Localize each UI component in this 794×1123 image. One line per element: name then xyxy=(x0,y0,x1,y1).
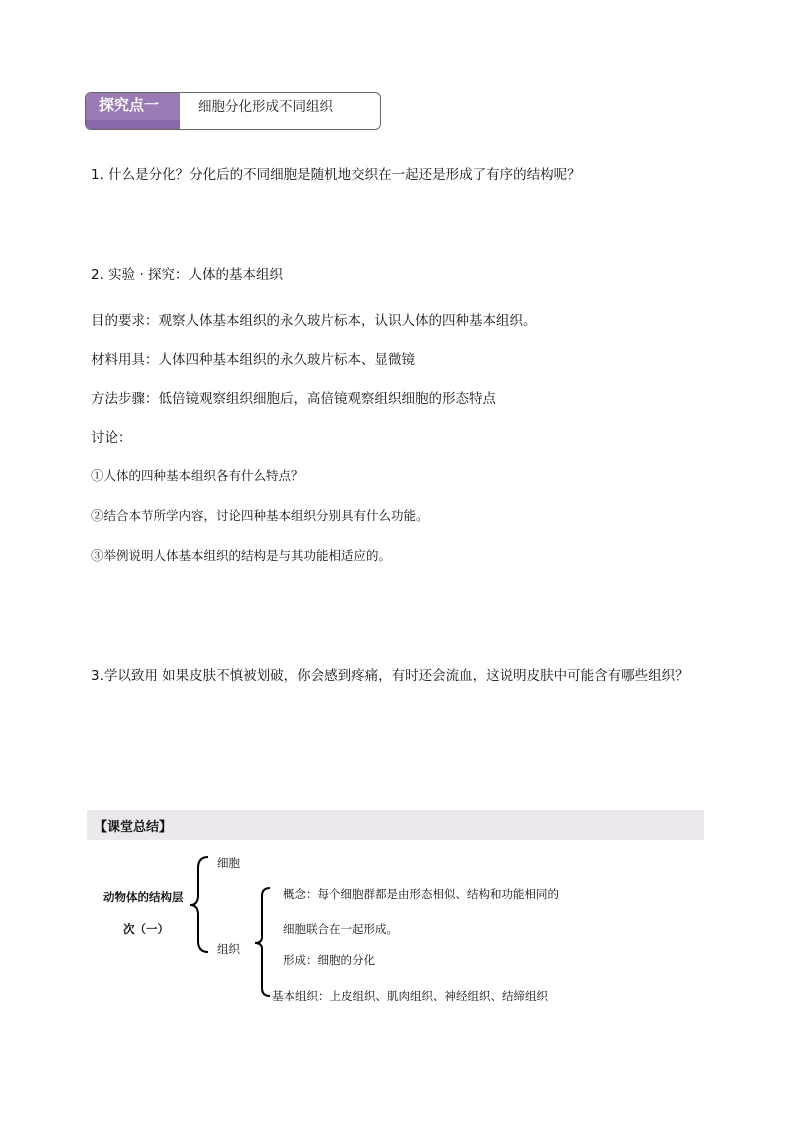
summary-formation: 形成：细胞的分化 xyxy=(283,953,375,967)
question-3: 3.学以致用 如果皮肤不慎被划破，你会感到疼痛，有时还会流血，这说明皮肤中可能含有哪些组织？ xyxy=(91,668,689,684)
question-2-heading: 2. 实验 · 探究：人体的基本组织 xyxy=(91,267,284,283)
summary-concept-line2: 细胞联合在一起形成。 xyxy=(283,922,398,936)
section-title: 细胞分化形成不同组织 xyxy=(198,99,333,115)
summary-cell: 细胞 xyxy=(217,856,240,870)
summary-root-line2: 次（一） xyxy=(123,922,169,936)
section-tag: 探究点一 xyxy=(86,93,180,129)
question-1: 1. 什么是分化？分化后的不同细胞是随机地交织在一起还是形成了有序的结构呢？ xyxy=(91,167,581,183)
summary-tissue: 组织 xyxy=(217,942,240,956)
purpose-text: 目的要求：观察人体基本组织的永久玻片标本，认识人体的四种基本组织。 xyxy=(91,313,537,329)
materials-text: 材料用具：人体四种基本组织的永久玻片标本、显微镜 xyxy=(91,352,415,368)
method-text: 方法步骤：低倍镜观察组织细胞后，高倍镜观察组织细胞的形态特点 xyxy=(91,391,496,407)
summary-root-line1: 动物体的结构层 xyxy=(103,890,184,904)
summary-basic-tissues: 基本组织：上皮组织、肌肉组织、神经组织、结缔组织 xyxy=(272,989,548,1003)
discussion-item-2: ②结合本节所学内容，讨论四种基本组织分别具有什么功能。 xyxy=(91,508,429,523)
summary-concept-line1: 概念：每个细胞群都是由形态相似、结构和功能相同的 xyxy=(283,887,559,901)
discussion-label: 讨论： xyxy=(91,430,132,446)
discussion-item-3: ③举例说明人体基本组织的结构是与其功能相适应的。 xyxy=(91,548,392,563)
discussion-item-1: ①人体的四种基本组织各有什么特点？ xyxy=(91,468,304,483)
summary-header: 【课堂总结】 xyxy=(94,820,173,835)
